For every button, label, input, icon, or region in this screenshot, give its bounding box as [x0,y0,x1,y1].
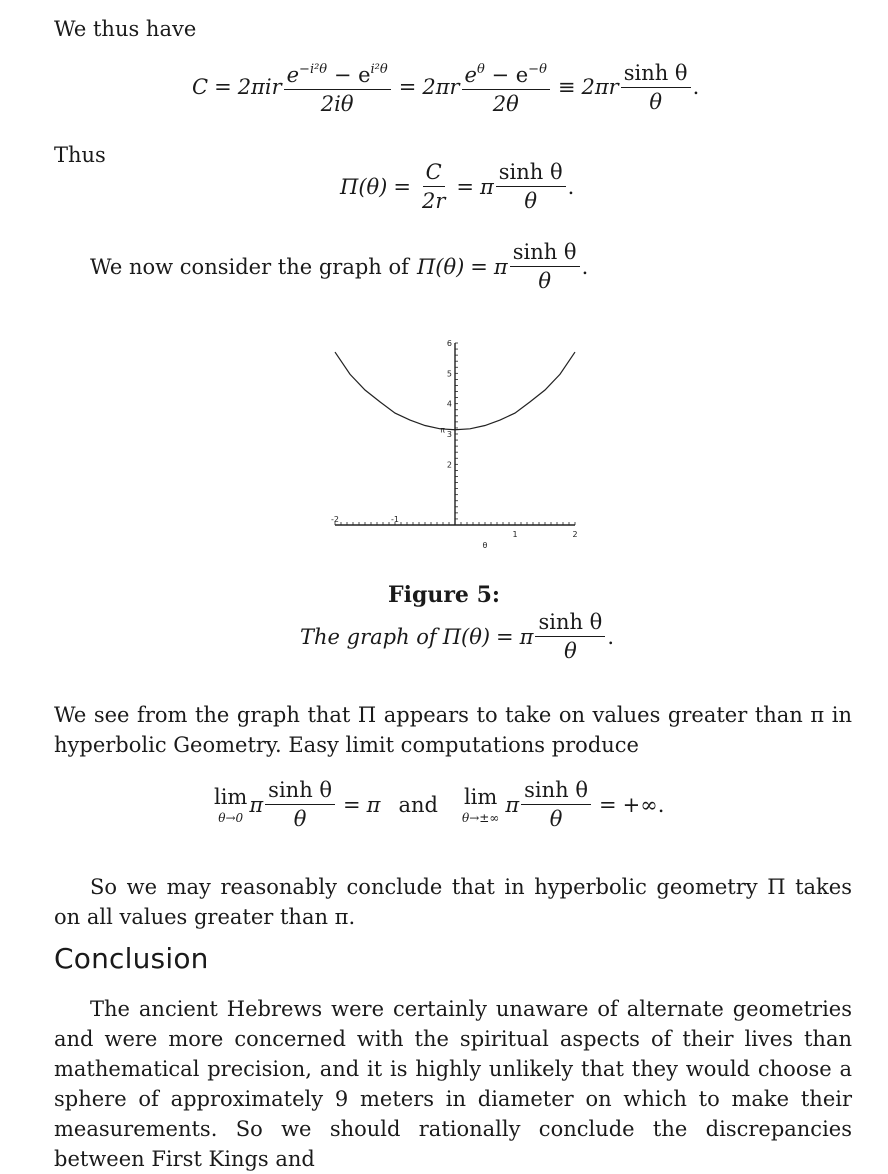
chart-x-tick-label: -1 [391,515,399,524]
paragraph-conclude: So we may reasonably conclude that in hyperbolic geometry Π takes on all values greater than π. [54,875,852,929]
inline-coef: π [493,254,508,279]
limit-1-sub: θ→0 [218,810,244,825]
limit-1-den: θ [293,807,307,831]
chart-x-tick-label: -2 [331,515,339,524]
paragraph-conclusion: The ancient Hebrews were certainly unaware of alternate geometries and were more concerned with the spiritual aspects of their lives than mathematical precision, and it is highly unlikely that they would choose a sphere of approximately 9 meters in diameter on which to make their measurements. So we should rationally conclude the discrepancies between First Kings and [54,997,852,1171]
chart-x-axis-label: θ [482,541,488,550]
caption-den: θ [564,639,577,663]
eq1-fraction-2 [462,58,550,116]
section-heading-conclusion: Conclusion [54,942,209,975]
inline-end: . [581,254,589,279]
limit-1-value: π [366,792,381,817]
limit-2-num: sinh θ [521,778,591,805]
eq1-fraction-3 [621,61,691,114]
eq2-fraction-1 [419,160,448,213]
eq1-f3-den: θ [649,89,662,114]
eq1-lhs: C [192,75,209,99]
eq1-f1-num-base: e [286,63,300,87]
eq1-f2-mid: − e [484,63,529,87]
figure-caption: The graph of Π(θ) = π $\frac{\text{sinh θ}}{\theta}$ . [300,610,615,663]
eq1-end: . [692,75,700,99]
caption-coef: π [519,624,534,649]
chart-y-tick-label: 5 [446,369,452,379]
limit-1-num: sinh θ [265,778,335,805]
eq2-f2-den: θ [524,189,538,213]
caption-num: sinh θ [535,610,605,637]
equation-limits: lim θ→0 π $\frac{\text{sinh θ}}{\theta}$ = π and lim θ→±∞ π $\frac{\text{sinh θ}}{\theta}$ = +∞. [214,778,665,831]
chart-y-pi-label: π [440,425,445,435]
eq1-f2-num-base: e [464,63,477,87]
limit-2-value: +∞. [622,792,665,817]
limit-2-sub: θ→±∞ [461,810,500,825]
eq2-fraction-2 [496,160,566,213]
limit-2-word: lim [463,784,498,809]
inline-lhs: Π(θ) [416,254,465,279]
eq1-t3-coef: 2πr [581,75,619,99]
figure-caption-prefix: The graph of [300,624,437,649]
inline-den: θ [538,269,551,293]
eq1-t1-coef: 2πir [237,75,282,99]
eq1-f1-mid: − e [327,63,371,87]
eq2-f2-num: sinh θ [496,160,566,187]
eq2-f1-num: C [425,160,442,184]
chart-y-tick-label: 6 [446,339,452,348]
limits-and: and [398,792,438,817]
eq1-t2-coef: 2πr [422,75,460,99]
eq1-f2-exp2: −θ [528,62,547,77]
inline-num: sinh θ [510,240,580,267]
inline-fraction [510,240,580,293]
figure-graph [320,335,590,550]
eq2-f1-den: 2r [421,189,446,213]
caption-end: . [607,624,615,649]
eq1-f2-exp1: θ [476,62,485,77]
eq1-fraction-1 [284,58,391,116]
eq1-f2-den: 2θ [492,92,519,116]
chart-x-tick-label: 1 [512,530,518,539]
caption-fraction [535,610,605,663]
eq2-end: . [567,174,575,199]
eq1-equiv: ≡ [557,75,576,99]
chart-x-tick-label: 2 [572,530,578,539]
equation-circumference: C = 2πir $\frac{e^{-i^2\theta} - e^{i^2\theta}}{2i\theta}$ = 2πr $\frac{e^\theta - e^{-\theta}}{2\theta}$ ≡ 2πr $\frac{\text{sinh θ}}{\theta}$ . [192,58,699,116]
paragraph-limits: We see from the graph that Π appears to take on values greater than π in hyperbolic Geometry. Easy limit computations produce [54,703,852,757]
chart-y-tick-label: 2 [446,460,452,470]
limit-2-den: θ [549,807,563,831]
chart-y-tick-label: 3 [446,430,452,439]
caption-lhs: Π(θ) [442,624,491,649]
text-now-consider: We now consider the graph of [90,254,409,279]
limit-2-fraction [521,778,591,831]
line-now-consider: We now consider the graph of Π(θ) = π $\frac{\text{sinh θ}}{\theta}$ . [90,240,589,293]
eq1-f3-num: sinh θ [621,61,691,88]
limit-2-coef: π [505,792,520,817]
chart-y-tick-label: 4 [446,399,452,409]
figure-title: Figure 5: [387,582,501,608]
eq2-lhs: Π(θ) [340,174,388,199]
equation-pi-theta: Π(θ) = $\frac{C}{2r}$ = π $\frac{\text{sinh θ}}{\theta}$ . [340,160,575,213]
limit-1 [214,786,247,824]
eq1-f1-den: 2iθ [320,92,354,116]
limit-1-coef: π [249,792,264,817]
limit-2 [462,786,499,824]
eq2-coef: π [479,174,494,199]
limit-1-fraction [265,778,335,831]
text-we-thus-have: We thus have [54,17,197,41]
limit-1-word: lim [214,784,248,809]
eq1-f1-exp1: −i²θ [299,62,328,77]
eq1-f1-exp2: i²θ [370,62,388,77]
text-thus: Thus [54,143,106,167]
